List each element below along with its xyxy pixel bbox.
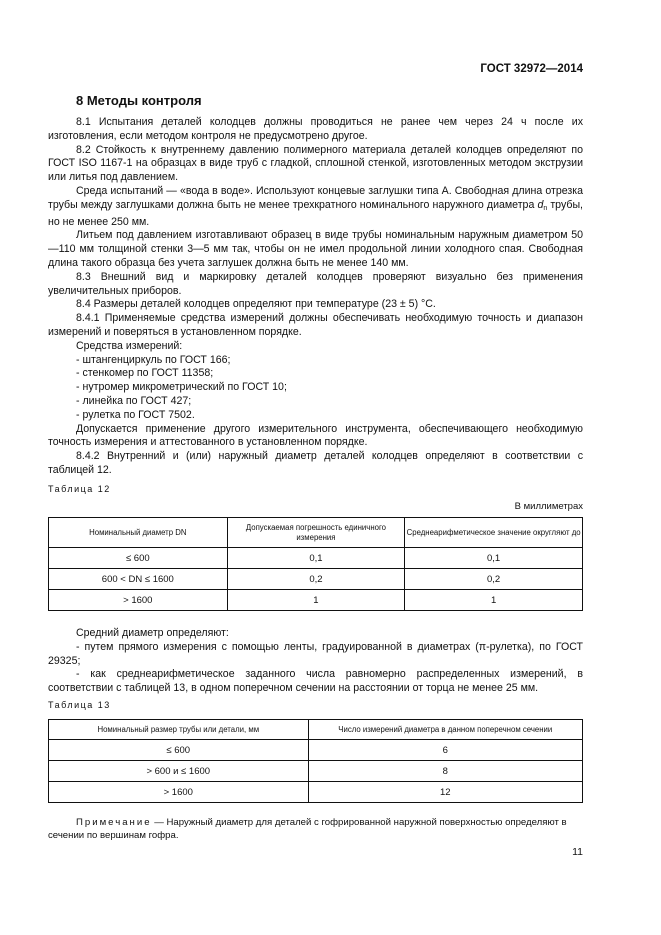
body-text-lower xyxy=(48,627,583,696)
table-12-unit: В миллиметрах xyxy=(514,501,583,512)
table-13 xyxy=(48,719,583,803)
note-text: — Наружный диаметр для деталей с гофрированной наружной поверхностью определяют в сечении по вершинам гофра. xyxy=(48,817,567,841)
table-row xyxy=(49,569,583,590)
table-header-cell: Число измерений диаметра в данном поперечном сечении xyxy=(308,720,582,740)
test-medium-text-a: Среда испытаний — «вода в воде». Используют концевые заглушки типа А. Свободная длина отрезка трубы между заглушками должна быть не менее трехкратного номинального наружного диаметра xyxy=(48,184,583,211)
table-header-cell: Номинальный диаметр DN xyxy=(49,518,228,548)
table-12-caption: Таблица 12 xyxy=(48,484,111,494)
paragraph-pi-tape: - путем прямого измерения с помощью ленты, градуированной в диаметрах (π-рулетка), по ГОСТ 29325; xyxy=(48,640,583,667)
standard-designation: ГОСТ 32972—2014 xyxy=(480,63,583,75)
table-cell: 12 xyxy=(308,782,582,803)
paragraph-8-2: 8.2 Стойкость к внутреннему давлению полимерного материала деталей колодцев определяют по ГОСТ ISO 1167-1 на образцах в виде труб с гладкой, сплошной стенкой, изготовленных методом экструзии или литья под давлением. xyxy=(48,143,583,184)
table-row xyxy=(49,740,583,761)
tool-list-item: - нутромер микрометрический по ГОСТ 10; xyxy=(76,381,287,394)
table-cell: 8 xyxy=(308,761,582,782)
paragraph-8-3: 8.3 Внешний вид и маркировку деталей колодцев проверяют визуально без применения увеличительных приборов. xyxy=(48,270,583,297)
table-row xyxy=(49,782,583,803)
tool-list-item: - линейка по ГОСТ 427; xyxy=(76,394,192,407)
diameter-symbol: d xyxy=(537,198,544,211)
note-label: Примечание xyxy=(76,817,152,828)
tool-list-item: - стенкомер по ГОСТ 11358; xyxy=(76,367,214,380)
table-header-cell: Допускаемая погрешность единичного измерения xyxy=(227,518,405,548)
table-row xyxy=(49,761,583,782)
table-cell: 0,2 xyxy=(405,569,583,590)
table-note xyxy=(48,817,583,842)
page-number: 11 xyxy=(572,846,583,858)
paragraph-mean-diameter: Средний диаметр определяют: xyxy=(76,627,229,639)
paragraph-tools-intro: Средства измерений: xyxy=(76,339,183,352)
paragraph-8-1: 8.1 Испытания деталей колодцев должны проводиться не ранее чем через 24 ч после их изготовления, если методом контроля не предусмотрено другое. xyxy=(48,116,583,142)
table-row xyxy=(49,548,583,569)
tool-list-item: - штангенциркуль по ГОСТ 166; xyxy=(76,353,231,366)
test-medium-text-b: трубы, но не менее 250 мм. xyxy=(48,198,583,228)
tool-list-item: - рулетка по ГОСТ 7502. xyxy=(76,408,195,421)
table-cell: 1 xyxy=(227,590,405,611)
table-cell: > 600 и ≤ 1600 xyxy=(49,761,309,782)
table-cell: 0,1 xyxy=(227,548,405,569)
paragraph-8-4-1: 8.4.1 Применяемые средства измерений должны обеспечивать необходимую точность и диапазон измерений и поверяться в установленном порядке. xyxy=(48,312,583,338)
paragraph-8-4-2: 8.4.2 Внутренний и (или) наружный диаметр деталей колодцев определяют в соответствии с таблицей 12. xyxy=(48,450,583,476)
paragraph-injection-sample: Литьем под давлением изготавливают образец в виде трубы номинальным наружным диаметром 50—110 мм толщиной стенки 3—5 мм так, чтобы он не имел продольной линии холодного спая. Свободная длина такого образца без учета заглушек должна быть не менее 140 мм. xyxy=(48,229,583,269)
table-header-row xyxy=(49,518,583,548)
table-cell: > 1600 xyxy=(49,590,228,611)
section-heading: 8 Методы контроля xyxy=(76,93,202,108)
table-cell: 1 xyxy=(405,590,583,611)
table-cell: ≤ 600 xyxy=(49,548,228,569)
table-cell: 0,2 xyxy=(227,569,405,590)
table-cell: > 1600 xyxy=(49,782,309,803)
table-13-caption: Таблица 13 xyxy=(48,700,111,710)
table-header-cell: Среднеарифметическое значение округляют до xyxy=(405,518,583,548)
table-row xyxy=(49,590,583,611)
table-cell: ≤ 600 xyxy=(49,740,309,761)
paragraph-test-medium xyxy=(48,185,583,229)
paragraph-arithmetic-mean: - как среднеарифметическое заданного числа равномерно распределенных измерений, в соответствии с таблицей 13, в одном поперечном сечении на расстоянии от торца не менее 25 мм. xyxy=(48,668,583,695)
table-cell: 600 < DN ≤ 1600 xyxy=(49,569,228,590)
body-text-upper xyxy=(48,116,583,478)
table-header-cell: Номинальный размер трубы или детали, мм xyxy=(49,720,309,740)
table-12 xyxy=(48,517,583,611)
table-cell: 6 xyxy=(308,740,582,761)
table-header-row xyxy=(49,720,583,740)
paragraph-8-4: 8.4 Размеры деталей колодцев определяют при температуре (23 ± 5) °С. xyxy=(76,298,436,311)
paragraph-other-instruments: Допускается применение другого измерительного инструмента, обеспечивающего необходимую точность измерения и аттестованного в установленном порядке. xyxy=(48,422,583,449)
diameter-subscript: n xyxy=(543,204,548,212)
table-cell: 0,1 xyxy=(405,548,583,569)
